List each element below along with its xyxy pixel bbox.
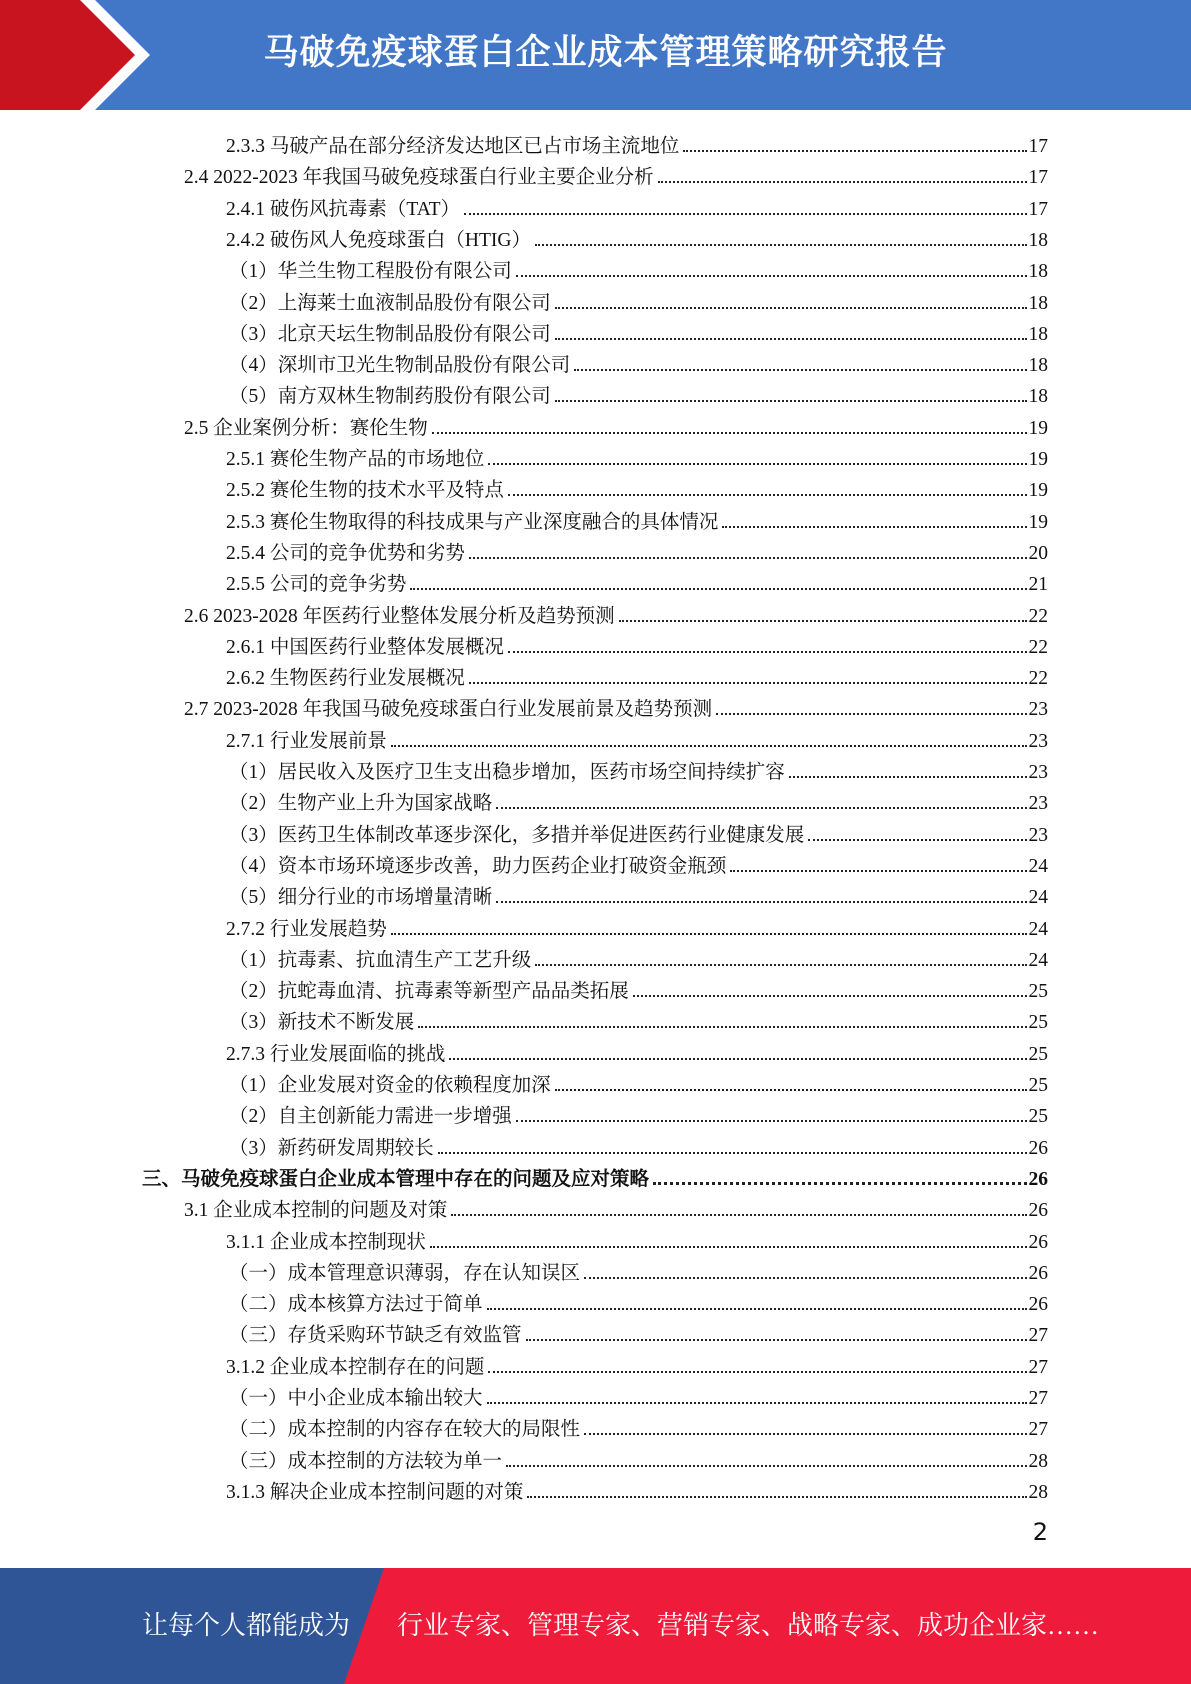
toc-entry-title: 2.5.2 赛伦生物的技术水平及特点 [226, 480, 504, 502]
toc-entry-page: 18 [1028, 292, 1048, 314]
toc-entry-title: 2.5 企业案例分析：赛伦生物 [184, 417, 428, 439]
toc-entry-page: 25 [1028, 1106, 1048, 1128]
toc-entry-title: （二）成本核算方法过于简单 [229, 1294, 483, 1316]
toc-dot-leader [432, 432, 1027, 434]
toc-entry-page: 27 [1028, 1325, 1048, 1347]
toc-entry-title: 2.5.3 赛伦生物取得的科技成果与产业深度融合的具体情况 [226, 511, 719, 533]
toc-entry-title: 三、马破免疫球蛋白企业成本管理中存在的问题及应对策略 [142, 1168, 650, 1190]
toc-dot-leader [516, 275, 1027, 277]
toc-entry-page: 19 [1028, 480, 1048, 502]
toc-entry[interactable] [229, 1097, 1048, 1128]
toc-entry[interactable] [229, 972, 1048, 1003]
toc-entry-title: （3）新药研发周期较长 [229, 1137, 434, 1159]
toc-dot-leader [430, 1246, 1027, 1248]
toc-dot-leader [487, 1402, 1027, 1404]
toc-dot-leader [633, 995, 1027, 997]
toc-entry[interactable] [226, 471, 1048, 502]
toc-entry-title: 2.7.1 行业发展前景 [226, 730, 387, 752]
toc-entry-title: 2.7.3 行业发展面临的挑战 [226, 1043, 446, 1065]
toc-entry[interactable] [226, 440, 1048, 471]
toc-entry[interactable] [229, 1254, 1048, 1285]
toc-entry[interactable] [226, 910, 1048, 941]
toc-entry[interactable] [229, 1285, 1048, 1316]
toc-dot-leader [449, 1058, 1026, 1060]
toc-entry[interactable] [229, 1410, 1048, 1441]
toc-dot-leader [391, 745, 1027, 747]
toc-dot-leader [469, 557, 1027, 559]
toc-dot-leader [584, 1433, 1026, 1435]
toc-entry-page: 21 [1028, 574, 1048, 596]
toc-entry-title: （3）医药卫生体制改革逐步深化，多措并举促进医药行业健康发展 [229, 824, 805, 846]
toc-entry-page: 22 [1028, 636, 1048, 658]
toc-entry-page: 24 [1028, 918, 1048, 940]
toc-entry[interactable] [229, 784, 1048, 815]
toc-entry[interactable] [229, 1129, 1048, 1160]
toc-entry[interactable] [184, 690, 1048, 721]
toc-entry-page: 23 [1028, 824, 1048, 846]
toc-entry-page: 26 [1028, 1200, 1048, 1222]
toc-entry-page: 25 [1028, 1012, 1048, 1034]
toc-entry[interactable] [229, 941, 1048, 972]
toc-dot-leader [658, 181, 1027, 183]
toc-dot-leader [716, 713, 1026, 715]
toc-entry[interactable] [226, 1223, 1048, 1254]
toc-entry-title: （3）新技术不断发展 [229, 1012, 415, 1034]
toc-entry-title: 2.3.3 马破产品在部分经济发达地区已占市场主流地位 [226, 136, 680, 157]
toc-entry-page: 23 [1028, 699, 1048, 721]
toc-entry-page: 18 [1028, 355, 1048, 377]
toc-entry-page: 20 [1028, 542, 1048, 564]
toc-dot-leader [555, 1089, 1027, 1091]
toc-entry-title: 2.4 2022-2023 年我国马破免疫球蛋白行业主要企业分析 [184, 167, 654, 189]
toc-dot-leader [410, 588, 1026, 590]
toc-entry[interactable] [226, 1035, 1048, 1066]
toc-entry-title: （4）深圳市卫光生物制品股份有限公司 [229, 355, 571, 377]
toc-entry[interactable] [226, 190, 1048, 221]
toc-dot-leader [508, 651, 1027, 653]
toc-entry-title: （一）中小企业成本输出较大 [229, 1388, 483, 1409]
toc-entry-title: 2.4.1 破伤风抗毒素（TAT） [226, 198, 461, 220]
toc-entry[interactable] [184, 158, 1048, 189]
toc-dot-leader [487, 1308, 1027, 1310]
toc-entry[interactable] [229, 816, 1048, 847]
toc-entry-title: （一）成本管理意识薄弱，存在认知误区 [229, 1262, 581, 1284]
document-title: 马破免疫球蛋白企业成本管理策略研究报告 [263, 33, 948, 73]
toc-entry-title: 3.1.2 企业成本控制存在的问题 [226, 1356, 485, 1378]
toc-dot-leader [438, 1152, 1027, 1154]
toc-entry[interactable] [184, 409, 1048, 440]
toc-dot-leader [584, 1277, 1026, 1279]
toc-entry-page: 23 [1028, 762, 1048, 783]
toc-entry[interactable] [229, 377, 1048, 408]
toc-dot-leader [508, 494, 1027, 496]
toc-entry-title: 3.1.3 解决企业成本控制问题的对策 [226, 1481, 524, 1503]
toc-dot-leader [535, 244, 1027, 246]
toc-entry[interactable] [229, 1066, 1048, 1097]
toc-entry-title: 2.7.2 行业发展趋势 [226, 918, 387, 940]
toc-entry-page: 18 [1028, 229, 1048, 251]
toc-entry-page: 26 [1028, 1262, 1048, 1284]
toc-entry-title: 3.1.1 企业成本控制现状 [226, 1231, 426, 1253]
toc-entry-title: 2.5.1 赛伦生物产品的市场地位 [226, 449, 485, 470]
toc-entry-page: 27 [1028, 1388, 1048, 1409]
toc-dot-leader [464, 213, 1026, 215]
toc-dot-leader [619, 620, 1027, 622]
toc-entry-title: （2）上海莱士血液制品股份有限公司 [229, 292, 551, 314]
page-header [0, 0, 1191, 110]
toc-entry[interactable] [184, 597, 1048, 628]
toc-entry-page: 25 [1028, 981, 1048, 1003]
toc-entry[interactable] [229, 1379, 1048, 1410]
toc-entry-title: （2）抗蛇毒血清、抗毒素等新型产品品类拓展 [229, 981, 629, 1003]
toc-entry-title: 2.4.2 破伤风人免疫球蛋白（HTIG） [226, 229, 531, 251]
toc-dot-leader [535, 964, 1026, 966]
toc-entry-page: 26 [1028, 1231, 1048, 1253]
toc-entry[interactable] [226, 659, 1048, 690]
toc-entry-title: （二）成本控制的内容存在较大的局限性 [229, 1419, 581, 1441]
toc-dot-leader [555, 307, 1027, 309]
toc-entry-page: 24 [1028, 855, 1048, 877]
footer-slogan-left: 让每个人都能成为 [142, 1611, 351, 1640]
toc-entry-title: （1）企业发展对资金的依赖程度加深 [229, 1075, 551, 1096]
toc-entry-title: 2.7 2023-2028 年我国马破免疫球蛋白行业发展前景及趋势预测 [184, 699, 713, 721]
toc-dot-leader [526, 1339, 1027, 1341]
toc-entry[interactable] [229, 753, 1048, 784]
toc-dot-leader [516, 1120, 1027, 1122]
toc-entry-title: 2.6 2023-2028 年医药行业整体发展分析及趋势预测 [184, 605, 615, 627]
toc-entry[interactable] [226, 1348, 1048, 1379]
toc-entry-page: 26 [1028, 1137, 1048, 1159]
toc-entry-page: 24 [1028, 887, 1048, 909]
toc-dot-leader [488, 1371, 1026, 1373]
toc-dot-leader [527, 1496, 1026, 1498]
toc-entry-page: 25 [1028, 1043, 1048, 1065]
toc-entry-page: 18 [1028, 386, 1048, 408]
toc-entry[interactable] [226, 722, 1048, 753]
page-number: 2 [1032, 1518, 1048, 1546]
toc-dot-leader [789, 776, 1027, 778]
toc-dot-leader [496, 901, 1026, 903]
toc-entry[interactable] [226, 565, 1048, 596]
toc-dot-leader [506, 1465, 1026, 1467]
toc-entry-page: 26 [1028, 1168, 1048, 1190]
toc-entry-page: 23 [1028, 730, 1048, 752]
toc-dot-leader [574, 369, 1026, 371]
toc-dot-leader [555, 338, 1027, 340]
toc-entry[interactable] [226, 221, 1048, 252]
toc-entry-page: 23 [1028, 793, 1048, 815]
toc-entry[interactable] [184, 1191, 1048, 1222]
toc-entry-page: 27 [1028, 1419, 1048, 1441]
toc-entry[interactable] [229, 1003, 1048, 1034]
toc-dot-leader [730, 870, 1026, 872]
toc-entry-title: （2）生物产业上升为国家战略 [229, 793, 493, 815]
toc-entry[interactable] [229, 315, 1048, 346]
toc-entry-title: 2.6.2 生物医药行业发展概况 [226, 668, 465, 690]
toc-entry-title: 2.5.5 公司的竞争劣势 [226, 574, 407, 596]
toc-entry[interactable] [226, 628, 1048, 659]
toc-dot-leader [418, 1026, 1026, 1028]
toc-entry-title: （三）存货采购环节缺乏有效监管 [229, 1325, 522, 1347]
toc-dot-leader [469, 682, 1027, 684]
toc-entry[interactable] [229, 346, 1048, 377]
toc-entry-title: 2.6.1 中国医药行业整体发展概况 [226, 636, 504, 658]
footer-slogan-right: 行业专家、管理专家、营销专家、战略专家、成功企业家…… [397, 1611, 1100, 1640]
toc-entry-page: 28 [1028, 1450, 1048, 1472]
toc-entry[interactable] [229, 878, 1048, 909]
toc-dot-leader [488, 463, 1026, 465]
toc-dot-leader [555, 400, 1027, 402]
toc-entry[interactable] [226, 534, 1048, 565]
toc-entry[interactable] [229, 1316, 1048, 1347]
toc-entry-title: （5）细分行业的市场增量清晰 [229, 887, 493, 909]
toc-entry-page: 27 [1028, 1356, 1048, 1378]
toc-entry[interactable] [226, 127, 1048, 158]
toc-entry-page: 19 [1028, 449, 1048, 470]
toc-entry-page: 28 [1028, 1481, 1048, 1503]
toc-entry-title: （三）成本控制的方法较为单一 [229, 1450, 503, 1472]
toc-entry-title: （3）北京天坛生物制品股份有限公司 [229, 323, 551, 345]
toc-entry-page: 17 [1028, 167, 1048, 189]
toc-entry-page: 19 [1028, 511, 1048, 533]
toc-dot-leader [653, 1182, 1026, 1185]
toc-dot-leader [808, 839, 1026, 841]
toc-entry-page: 17 [1028, 198, 1048, 220]
toc-entry-title: 2.5.4 公司的竞争优势和劣势 [226, 542, 465, 564]
page-footer [0, 1568, 1191, 1684]
toc-entry-page: 18 [1028, 261, 1048, 283]
toc-dot-leader [391, 933, 1027, 935]
toc-entry-title: （4）资本市场环境逐步改善，助力医药企业打破资金瓶颈 [229, 855, 727, 877]
toc-entry-page: 22 [1028, 605, 1048, 627]
toc-dot-leader [496, 807, 1026, 809]
toc-entry[interactable] [229, 847, 1048, 878]
toc-entry[interactable] [226, 1473, 1048, 1504]
toc-entry-page: 22 [1028, 668, 1048, 690]
toc-entry[interactable] [229, 252, 1048, 283]
toc-dot-leader [683, 150, 1026, 152]
toc-entry-title: （1）抗毒素、抗血清生产工艺升级 [229, 949, 532, 971]
toc-dot-leader [451, 1214, 1026, 1216]
toc-entry-title: （5）南方双林生物制药股份有限公司 [229, 386, 551, 408]
toc-entry-page: 19 [1028, 417, 1048, 439]
toc-entry[interactable] [226, 503, 1048, 534]
toc-entry-page: 26 [1028, 1294, 1048, 1316]
toc-entry[interactable] [229, 284, 1048, 315]
toc-dot-leader [722, 526, 1026, 528]
toc-entry-page: 18 [1028, 323, 1048, 345]
toc-entry-title: （1）居民收入及医疗卫生支出稳步增加，医药市场空间持续扩容 [229, 762, 785, 783]
toc-entry[interactable] [142, 1160, 1048, 1191]
toc-entry-page: 25 [1028, 1075, 1048, 1096]
toc-entry[interactable] [229, 1442, 1048, 1473]
toc-entry-title: 3.1 企业成本控制的问题及对策 [184, 1200, 448, 1222]
toc-entry-title: （1）华兰生物工程股份有限公司 [229, 261, 512, 283]
toc-entry-page: 24 [1028, 949, 1048, 971]
toc-entry-page: 17 [1028, 136, 1048, 157]
toc-entry-title: （2）自主创新能力需进一步增强 [229, 1106, 512, 1128]
